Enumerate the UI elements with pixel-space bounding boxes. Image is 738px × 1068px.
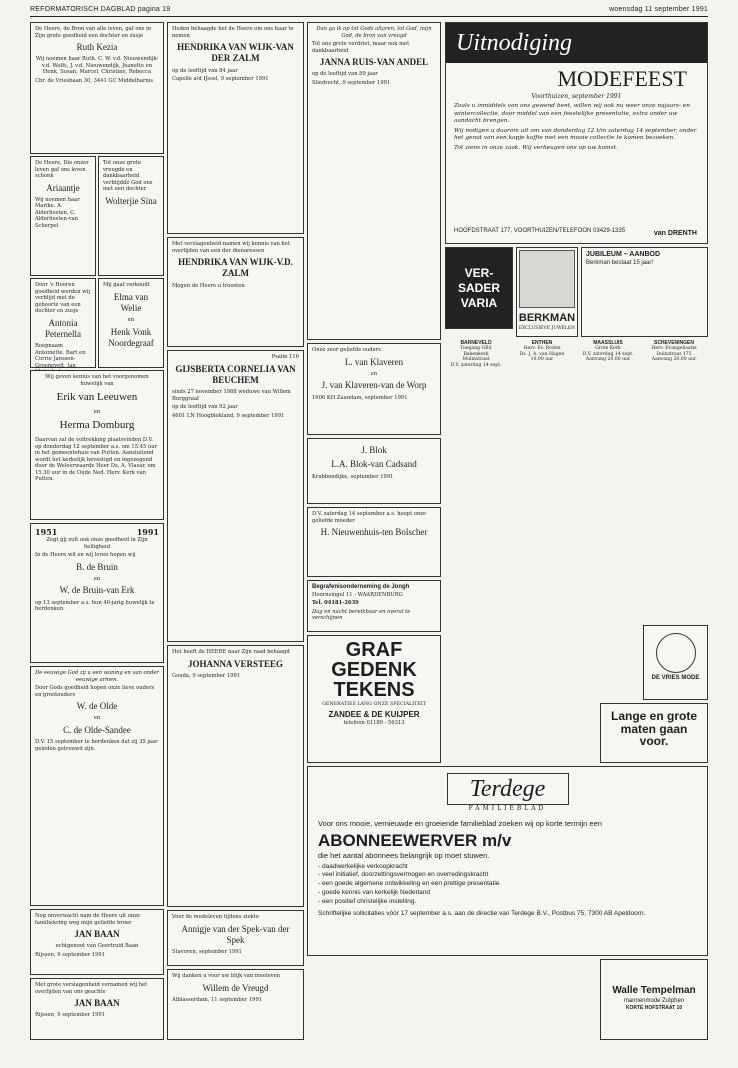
service-line: Bakenkerk — [463, 351, 489, 357]
lange-maten-ad: Lange en grote maten gaan voor. — [600, 703, 708, 763]
ad-place: 4601 LN Hoogblokland, 9 september 1991 — [172, 412, 285, 419]
ad-text: Door 's Heeren goedheid werden wij verblijd met de geboorte van een dochter en zusje — [35, 282, 90, 314]
ad-name: Herma Domburg — [59, 419, 135, 432]
birth-ad-ariaantje — [30, 156, 96, 276]
ad-name: JOHANNA VERSTEEG — [187, 658, 284, 669]
ad-name: GIJSBERTA CORNELIA VAN BEUCHEM — [175, 363, 296, 385]
ad-name: Ruth Kezia — [76, 42, 118, 52]
engagement-ad-elma — [98, 278, 164, 368]
ad-text: Wij danken u voor uw blijk van meeleven — [172, 973, 281, 979]
ad-text: op 13 september a.s. hun 40-jarig huwelijk te herdenken. — [35, 599, 155, 612]
ad-name: Willem de Vreugd — [202, 982, 269, 993]
ad-headline: TEKENS — [333, 679, 415, 701]
ad-name: JAN BAAN — [74, 998, 120, 1008]
service-title: SCHEVENINGEN — [653, 340, 694, 346]
service-line: 10.00 uur — [530, 357, 554, 362]
death-ad-baan-1 — [30, 909, 164, 975]
ad-text: Zegt gij zult ook onze goedheid in Zijn heiligheid — [46, 537, 148, 550]
ad-name: JAN BAAN — [74, 929, 120, 939]
ad-address: HOOFDSTRAAT 177, VOORTHUIZEN/TELEFOON 03429-1335 — [454, 227, 626, 234]
ad-place: Sliedrecht, 9 september 1991 — [312, 79, 391, 86]
birth-ad-antonia — [30, 278, 96, 368]
ad-subtitle: MODEFEEST — [557, 66, 687, 91]
ad-headline: GEDENK — [331, 659, 417, 681]
ad-text: De Heere, de Bron van alle leven, gaf ons in Zijn grote goedheid een dochter en zusje — [35, 26, 152, 39]
service-title: MAASSLUIS — [593, 340, 623, 346]
ad-name: L. van Klaveren — [344, 356, 404, 367]
ad-tagline: GENERATIES LANG ONZE SPECIALITEIT — [322, 702, 426, 707]
service-line: Aanvang 20.00 uur — [585, 357, 631, 362]
ad-text: en — [127, 317, 135, 323]
ad-text: Wij nodigen u daarom uit om van donderdag 12 t/m zaterdag 14 september, onder het genot van een kopje koffie met een mooie collectie te komen bezoeken. — [454, 127, 697, 142]
death-ad-ruis — [307, 22, 441, 340]
ad-name: C. de Olde-Sandee — [63, 724, 131, 735]
wedding-ad-erik-herma — [30, 370, 164, 520]
ad-text: Voor ons mooie, vernieuwde en groeiende familieblad zoeken wij op korte termijn een — [318, 818, 602, 828]
berkman-logo: BERKMAN — [518, 312, 576, 324]
ad-headline: ABONNEEWERVER m/v — [318, 830, 512, 850]
bullet-text: goede kennis van kerkelijk Nederland — [321, 888, 431, 896]
funeral-ad-de-jongh — [307, 580, 441, 632]
death-ad-versteeg — [167, 645, 304, 907]
ad-name: W. de Bruin-van Erk — [59, 585, 135, 596]
ad-quote: Dan ga ik op tot Gods altaren, tot God, mijn God, de bron van vreugd — [316, 26, 432, 39]
ad-place: Gouda, 9 september 1991 — [172, 672, 241, 679]
bullet-item: - een goede algemene ontwikkeling en een prettige presentatie — [318, 880, 500, 888]
anniversary-ad-bruin — [30, 523, 164, 663]
tempelman-address: KORTE HOFSTRAAT 10 — [625, 1005, 683, 1011]
bullet-text: veel initiatief, doorzettingsvermogen en overredingskracht — [321, 871, 489, 879]
ad-place: Voorthuizen, september 1991 — [531, 92, 622, 100]
ad-title: Begrafenisonderneming de Jongh — [312, 584, 410, 590]
ad-quote: De eeuwige God zij u een woning en van onder eeuwige armen. — [35, 670, 159, 683]
death-ad-baan-2 — [30, 978, 164, 1040]
ad-text: Met grote verslagenheid vernamen wij het overlijden van ons geachte — [35, 982, 148, 995]
ad-text: Met verslagenheid namen wij kennis van het overlijden van een der dienaressen — [172, 241, 290, 254]
ad-text: Het heeft de HEERE naar Zijn raad behaagd — [172, 649, 290, 655]
ad-text: Dag en nacht bereikbaar en overal te verschijnen — [312, 608, 411, 621]
ad-text: Tot ziens in onze zaak. Wij verheugen ons op uw komst. — [454, 144, 618, 151]
ad-text: Tot ons grote verdriet, maar ook met dankbaarheid — [312, 41, 410, 54]
versader-logo: VER-SADER VARIA — [445, 247, 513, 329]
uitnodiging-ad — [445, 22, 708, 244]
ad-name: JANNA RUIS-VAN ANDEL — [319, 57, 429, 67]
ad-text: Roepnaam Antoinette. Bart en Corrie Janssen-Groenevelt, Jan — [35, 343, 86, 369]
ad-name: J. Blok — [361, 445, 387, 455]
anniversary-ad-klaveren — [307, 343, 441, 435]
ad-text: Mogen de Heere u troosten — [172, 282, 245, 289]
bullet-text: een goede algemene ontwikkeling en een prettige presentatie — [321, 880, 500, 888]
ad-text: Psalm 116 — [271, 354, 299, 360]
ad-name: ZANDEE & DE KUIJPER — [328, 709, 420, 719]
devries-circle-logo — [656, 633, 696, 673]
terdege-subtitle: FAMILIEBLAD — [468, 805, 547, 812]
gravestone-ad — [307, 635, 441, 763]
death-ad-van-wijk — [167, 22, 304, 234]
ad-title: Uitnodiging — [446, 23, 707, 63]
ad-name: Ariaantje — [46, 182, 80, 193]
ad-headline: GRAF — [345, 639, 403, 661]
anniversary-ad-blok — [307, 438, 441, 504]
ad-name: Henk Vonk Noordegraaf — [108, 326, 154, 348]
ad-place: Rijssen, 9 september 1991 — [35, 951, 106, 958]
ad-text: Daarvan zal de voltrekking plaatsvinden D.V. op donderdag 12 september a.s. om 15.45 uur in het gemeentehuis van Putten. Aansluitend wordt het kerkelijk bevestigd en ingezegend door de Weleerwaarde Heer Ds. A. Vlasar, om 15.30 uur in de Oude Ned. Herv. Kerk van Putten. — [35, 437, 158, 482]
ad-name: Elma van Welie — [113, 291, 149, 313]
service-line: Toegang GBS — [460, 346, 492, 351]
ad-text: D.V. 15 september te herdenken dat zij 35 jaar geleden getrouwd zijn. — [35, 739, 158, 752]
ad-text: Wij noemen haar Ruth. C. W. v.d. Nieuwendijk-v.d. Wolfs, J. v.d. Nieuwendijk, Jeanette en Henk, Susan, Marcel, Christine, Rebecca — [35, 56, 159, 76]
ad-text: en — [93, 408, 101, 415]
ad-name: Wolterjie Sina — [105, 195, 157, 206]
ad-place: Stavoren, september 1991 — [172, 949, 242, 955]
bullet-text: daadwerkelijke verkoopkracht — [321, 862, 408, 870]
ad-name: Erik van Leeuwen — [56, 391, 138, 403]
berkman-subtitle: EXCLUSIEVE JUWELEN — [518, 326, 576, 331]
header-right: woensdag 11 september 1991 — [609, 6, 708, 13]
year-left: 1951 — [35, 527, 58, 537]
tempelman-ad — [600, 959, 708, 1040]
birth-ad-wolterjie — [98, 156, 164, 276]
ad-text: op de leeftijd van 89 jaar — [312, 71, 378, 78]
ad-text: echtgenoot van Geertruid Baan — [55, 943, 139, 950]
ad-place: 1606 KH Zaandam, september 1991 — [312, 394, 408, 401]
ad-text: Door Gods goedheid hopen onze lieve ouders en grootouders — [35, 685, 155, 698]
header-rule — [30, 16, 708, 17]
jubileum-ad — [581, 247, 708, 337]
header-left: REFORMATORISCH DAGBLAD pagina 19 — [30, 6, 171, 13]
ad-title: JUBILEUM – AANBOD — [586, 251, 661, 258]
ad-text: Wij geven kennis van het voorgenomen huwelijk van — [45, 374, 149, 387]
ad-text: De Heere, Die onzer leven gaf ons leven schonk — [35, 160, 89, 179]
ad-name: Annigje van der Spek-van der Spek — [181, 923, 290, 945]
drenth-logo: van DRENTH — [653, 230, 697, 238]
page-header — [30, 4, 708, 16]
ad-text: en — [93, 575, 101, 582]
death-ad-van-wijk-2 — [167, 237, 304, 347]
ad-place: Krabbendijke, september 1991 — [312, 473, 394, 480]
ad-text: en — [370, 370, 378, 377]
service-line: Aanvang 20.00 uur — [651, 357, 697, 362]
devries-mode-ad — [643, 625, 708, 700]
ad-text: Mij gaaf verkoudt — [103, 282, 150, 288]
ad-text: Zoals u inmiddels van ons gewend bent, willen wij ook nu weer onze najaars- en wintercollectie, door middel van een feestelijke presentatie, extra onder uw aandacht brengen. — [454, 103, 690, 125]
church-services — [445, 340, 708, 620]
bullet-item: - goede kennis van kerkelijk Nederland — [318, 888, 431, 896]
ad-name: H. Nieuwenhuis-ten Bolscher — [320, 527, 428, 537]
bullet-item: - veel initiatief, doorzettingsvermogen en overredingskracht — [318, 871, 489, 879]
thanks-ad-vreugd — [167, 969, 304, 1040]
service-line: Herv. Ev. Roden — [523, 346, 561, 351]
ad-text: en — [93, 715, 101, 722]
ad-address: Hoornsingel 11 - WAARDENBURG — [312, 591, 403, 598]
terdege-logo: Terdege — [447, 773, 569, 805]
ad-name: HENDRIKA VAN WIJK-V.D. ZALM — [178, 257, 293, 279]
ad-name: Antonia Peternella — [45, 317, 81, 339]
ad-text: sinds 27 november 1988 weduwe van Willem Burggraaf — [172, 389, 291, 402]
service-line: Grote Kerk — [595, 346, 621, 351]
thanks-ad-spek — [167, 910, 304, 966]
ad-name: J. van Klaveren-van de Worp — [321, 380, 427, 391]
ad-place: Capelle a/d IJssel, 9 september 1991 — [172, 76, 269, 82]
ad-text: Tot onze grote vreugde en dankbaarheid verblijdde God ons met een dochter — [103, 160, 153, 192]
service-title: ENTHEN — [531, 340, 553, 346]
ad-text: Wij noemen haar Marike. A. Alderliesten, C. Alderliesten-van Scherpel — [35, 196, 80, 229]
ad-place: Alblasserdam, 11 september 1991 — [172, 996, 263, 1003]
ad-subtitle: Berkman bestaat 15 jaar! — [586, 259, 654, 266]
service-line: Herv. Evangelisatie — [651, 346, 697, 351]
bullet-item: - een positief christelijke instelling. — [318, 897, 417, 905]
service-line: Duinstraat 175 — [656, 351, 692, 357]
terdege-ad — [307, 766, 708, 956]
berkman-ad — [516, 247, 578, 337]
ad-place: Rijssen, 9 september 1991 — [35, 1012, 106, 1019]
ad-text: Voor de medeleven tijdens ziekte — [172, 914, 259, 920]
bullet-item: - daadwerkelijke verkoopkracht — [318, 862, 408, 870]
year-right: 1991 — [136, 527, 159, 537]
ad-footer: Schriftelijke sollicitaties vóór 17 september a.s. aan de directie van Terdege B.V., Postbus 75, 7300 AB Apeldoorn. — [318, 910, 646, 918]
ad-name: HENDRIKA VAN WIJK-VAN DER ZALM — [177, 42, 294, 64]
ad-name: L.A. Blok-van Cadsand — [331, 459, 417, 470]
ad-address: telefoon 01180 - 56313 — [343, 719, 405, 726]
ad-text: In de Heere wil en wij leren hopen wij — [35, 552, 136, 558]
ad-text: D.V. zaterdag 14 september a.s. hoopt onze geliefde moeder — [312, 511, 427, 524]
jewellery-photo — [519, 250, 575, 308]
birthday-ad-nieuwenhuis — [307, 507, 441, 577]
service-line: D.V. zaterdag 14 sept. — [582, 351, 634, 357]
service-title: BARNEVELD — [460, 340, 492, 346]
bullet-text: een positief christelijke instelling. — [321, 897, 417, 905]
service-line: Mulmstraat — [462, 357, 490, 362]
ad-address: Chr. de Vriesbaan 30, 3441 GC Middelharnis — [35, 77, 154, 84]
anniversary-ad-olde — [30, 666, 164, 906]
ad-name: W. de Olde — [76, 701, 118, 711]
ad-text: Nog onverwacht nam de Heere uit onze familiekring weg mijn geliefde broer — [35, 913, 140, 926]
ad-text: die het aantal abonnees belangrijk op moet stuwen. — [318, 851, 490, 861]
tempelman-logo: Walle Tempelman — [612, 985, 696, 996]
ad-text: Onze zeer geliefde ouders — [312, 347, 381, 353]
service-line: Ds. J. A. van Hagen — [519, 351, 565, 357]
birth-ad-ruth — [30, 22, 164, 154]
death-ad-van-beuchem — [167, 350, 304, 642]
service-line: D.V. zaterdag 14 sept. — [450, 362, 502, 368]
ad-text: Heden behaagde het de Heere om ons haar te nemen — [172, 26, 294, 39]
ad-name: B. de Bruin — [76, 561, 118, 572]
ad-text: op de leeftijd van 84 jaar — [172, 67, 238, 74]
ad-text: op de leeftijd van 92 jaar — [172, 404, 238, 410]
devries-logo: DE VRIES MODE — [651, 675, 700, 681]
ad-phone: Tel. 04181-2639 — [312, 600, 359, 606]
tempelman-subtitle: mannenmode Zutphen — [623, 997, 685, 1004]
